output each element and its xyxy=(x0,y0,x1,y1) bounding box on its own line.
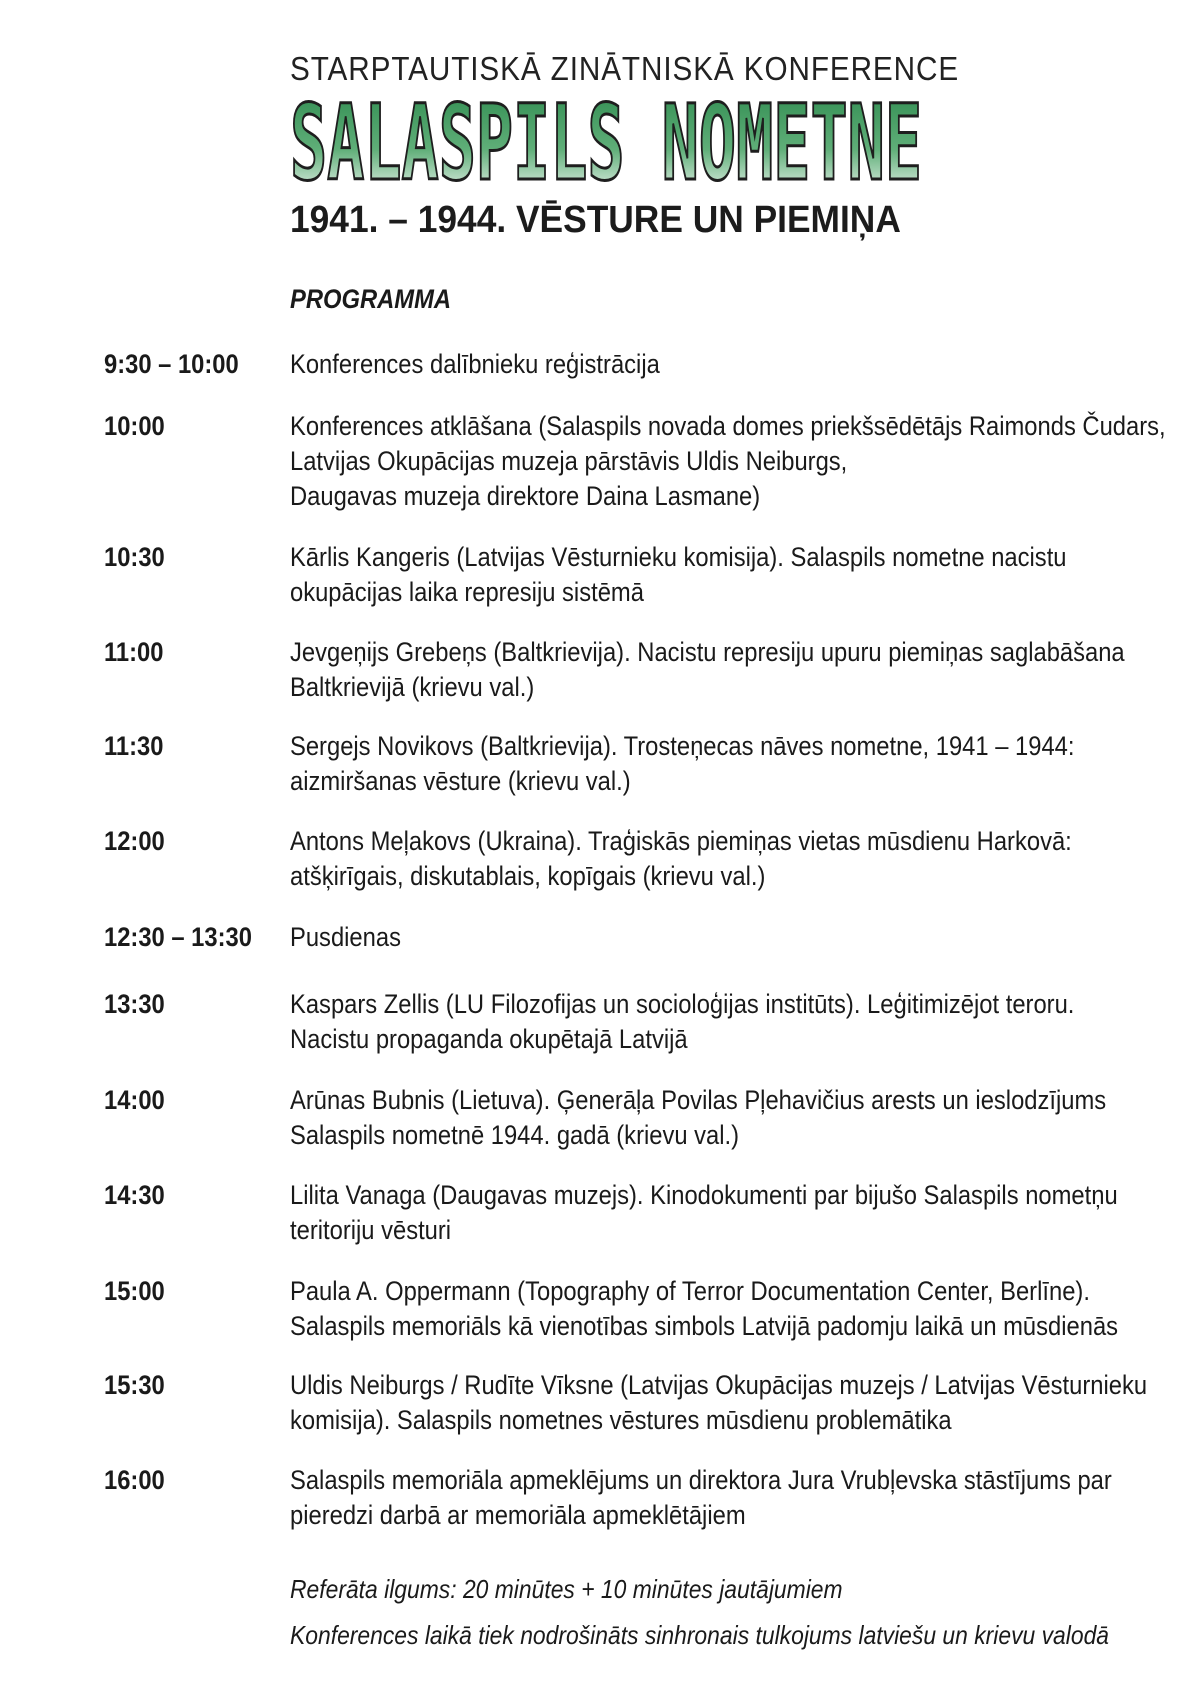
conference-logo xyxy=(290,97,922,193)
note-duration: Referāta ilgums: 20 minūtes + 10 minūtes jautājumiem xyxy=(290,1574,843,1604)
schedule-time: 16:00 xyxy=(104,1465,165,1495)
schedule-time: 14:00 xyxy=(104,1085,165,1115)
schedule-time: 14:30 xyxy=(104,1180,165,1210)
logo-graphic xyxy=(290,97,922,193)
schedule-time: 13:30 xyxy=(104,989,165,1019)
schedule-description: Kaspars Zellis (LU Filozofijas un socioloģijas institūts). Leģitimizējot teroru. Nacistu propaganda okupētajā Latvijā xyxy=(290,989,1075,1054)
conference-subtitle: 1941. – 1944. VĒSTURE UN PIEMIŅA xyxy=(290,199,901,241)
schedule-description: Salaspils memoriāla apmeklējums un direktora Jura Vrubļevska stāstījums par pieredzi darbā ar memoriāla apmeklētājiem xyxy=(290,1465,1112,1530)
note-translation: Konferences laikā tiek nodrošināts sinhronais tulkojums latviešu un krievu valodā xyxy=(290,1620,1110,1650)
schedule-description: Antons Meļakovs (Ukraina). Traģiskās piemiņas vietas mūsdienu Harkovā: atšķirīgais, diskutablais, kopīgais (krievu val.) xyxy=(290,826,1072,891)
schedule-time: 12:00 xyxy=(104,826,165,856)
schedule-description: Jevgeņijs Grebeņs (Baltkrievija). Nacistu represiju upuru piemiņas saglabāšana Baltkrievijā (krievu val.) xyxy=(290,637,1125,702)
schedule-time: 11:00 xyxy=(104,637,164,667)
schedule-description: Konferences atklāšana (Salaspils novada domes priekšsēdētājs Raimonds Čudars, Latvijas Okupācijas muzeja pārstāvis Uldis Neiburgs, Daugavas muzeja direktore Daina Lasmane) xyxy=(290,411,1166,511)
schedule-description: Pusdienas xyxy=(290,922,401,952)
schedule-description: Kārlis Kangeris (Latvijas Vēsturnieku komisija). Salaspils nometne nacistu okupācijas laika represiju sistēmā xyxy=(290,542,1067,607)
conference-supertitle: STARPTAUTISKĀ ZINĀTNISKĀ KONFERENCE xyxy=(290,50,960,87)
programma-heading: PROGRAMMA xyxy=(290,284,452,314)
schedule-description: Sergejs Novikovs (Baltkrievija). Trosteņecas nāves nometne, 1941 – 1944: aizmiršanas vēsture (krievu val.) xyxy=(290,731,1075,796)
schedule-description: Uldis Neiburgs / Rudīte Vīksne (Latvijas Okupācijas muzejs / Latvijas Vēsturnieku komisija). Salaspils nometnes vēstures mūsdienu problemātika xyxy=(290,1370,1148,1435)
schedule-time: 12:30 – 13:30 xyxy=(104,922,252,952)
schedule-time: 11:30 xyxy=(104,731,164,761)
schedule-time: 9:30 – 10:00 xyxy=(104,349,239,379)
schedule-time: 15:30 xyxy=(104,1370,165,1400)
logo-text: SALASPILS NOMETNE xyxy=(290,97,922,193)
schedule-description: Lilita Vanaga (Daugavas muzejs). Kinodokumenti par bijušo Salaspils nometņu teritoriju vēsturi xyxy=(290,1180,1118,1245)
schedule-time: 15:00 xyxy=(104,1276,165,1306)
schedule-time: 10:00 xyxy=(104,411,165,441)
schedule-description: Paula A. Oppermann (Topography of Terror Documentation Center, Berlīne). Salaspils memoriāls kā vienotības simbols Latvijā padomju laikā un mūsdienās xyxy=(290,1276,1119,1341)
schedule-description: Konferences dalībnieku reģistrācija xyxy=(290,349,660,379)
header xyxy=(290,50,960,241)
schedule-time: 10:30 xyxy=(104,542,165,572)
notes xyxy=(290,1566,1109,1658)
schedule-description: Arūnas Bubnis (Lietuva). Ģenerāļa Povilas Pļehavičius arests un ieslodzījums Salaspils nometnē 1944. gadā (krievu val.) xyxy=(290,1085,1107,1150)
